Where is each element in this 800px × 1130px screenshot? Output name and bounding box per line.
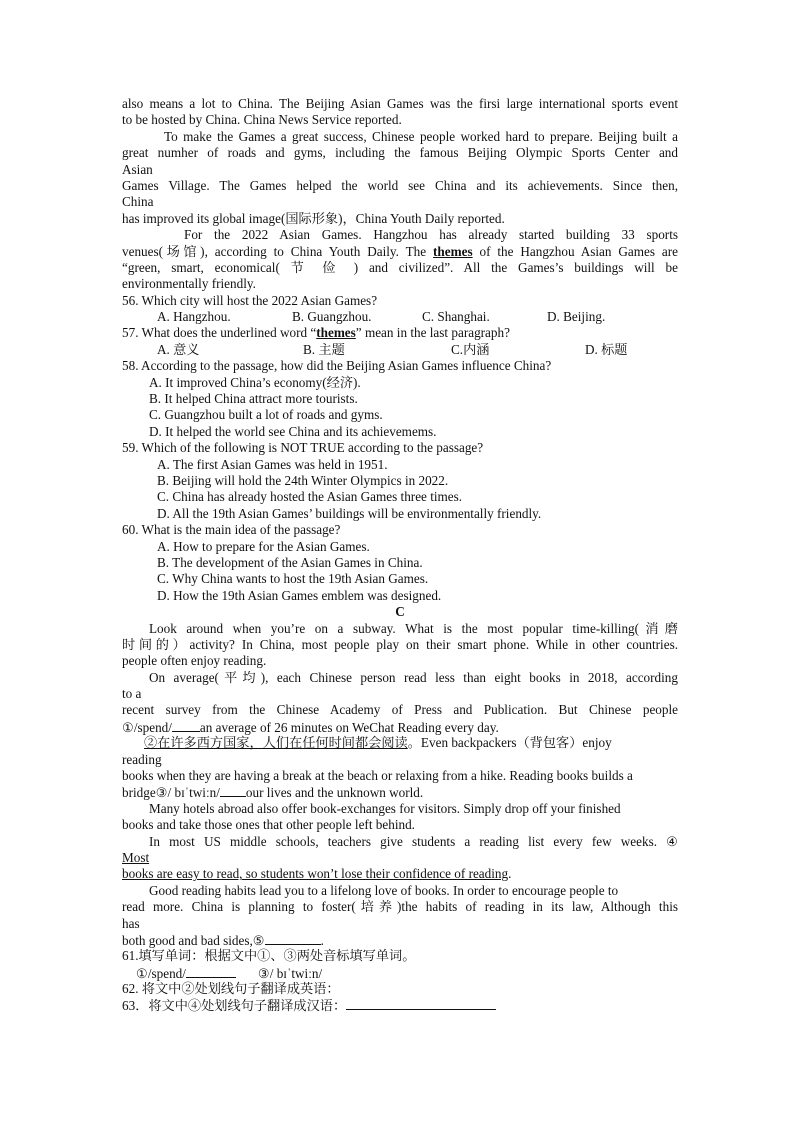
option-c: C.内涵	[451, 341, 490, 357]
option-a: A. Hangzhou.	[157, 309, 231, 325]
blank-3[interactable]	[220, 784, 246, 797]
passage-line: also means a lot to China. The Beijing Asian Games was the firsi large international sports event	[122, 96, 678, 111]
passage-line: environmentally friendly.	[122, 276, 256, 292]
passage-line: to a	[122, 686, 142, 702]
passage-line	[122, 719, 678, 735]
phonetic-1: ①/spend/	[136, 965, 186, 981]
option-d: D. All the 19th Asian Games’ buildings will be environmentally friendly.	[157, 505, 542, 521]
text-span: 63．将文中④处划线句子翻译成汉语：	[122, 998, 347, 1014]
text-span: of the Hangzhou Asian Games are	[472, 243, 678, 259]
passage-line: reading	[122, 751, 162, 767]
option-b: B. 主题	[303, 341, 345, 357]
underlined-word-themes: themes	[316, 325, 356, 341]
underlined-sentence-4a: Most	[122, 849, 150, 865]
option-a: A. How to prepare for the Asian Games.	[157, 538, 370, 554]
passage-line: China	[122, 194, 154, 210]
passage-line: books and take those ones that other people left behind.	[122, 817, 415, 833]
option-c: C. China has already hosted the Asian Games three times.	[157, 489, 463, 505]
question-57	[122, 325, 678, 341]
exam-page	[122, 96, 678, 1014]
passage-line: books when they are having a break at the beach or relaxing from a hike. Reading books builds a	[122, 768, 633, 784]
text-span: our lives and the unknown world.	[245, 785, 424, 801]
question-58: 58. According to the passage, how did the Beijing Asian Games influence China?	[122, 358, 552, 374]
underlined-sentence-2: ②在许多西方国家，人们在任何时间都会阅读	[144, 735, 408, 751]
question-60: 60. What is the main idea of the passage?	[122, 522, 341, 538]
option-d: D. It helped the world see China and its achievemems.	[149, 423, 437, 439]
task-61: 61.填写单词：根据文中①、③两处音标填写单词。	[122, 948, 416, 964]
passage-line	[122, 932, 678, 948]
passage-line: people often enjoy reading.	[122, 653, 267, 669]
question-59: 59. Which of the following is NOT TRUE according to the passage?	[122, 440, 484, 456]
passage-line: Games Village. The Games helped the world see China and its achievements. Since then,	[122, 177, 678, 193]
options-57	[122, 342, 678, 358]
passage-line: recent survey from the Chinese Academy of Press and Publication. But Chinese people	[122, 702, 678, 718]
task-62: 62. 将文中②处划线句子翻译成英语：	[122, 981, 340, 997]
passage-line	[122, 850, 678, 866]
blank-1[interactable]	[172, 719, 200, 732]
passage-line	[122, 244, 678, 260]
option-d: D. 标题	[585, 341, 628, 357]
task-63	[122, 997, 678, 1013]
passage-line: has improved its global image(国际形象)，China Youth Daily reported.	[122, 210, 505, 226]
text-span: ” mean in the last paragraph?	[355, 325, 510, 341]
passage-line: On average(平均), each Chinese person read less than eight books in 2018, according	[149, 669, 678, 685]
option-d: D. Beijing.	[547, 309, 606, 325]
question-56: 56. Which city will host the 2022 Asian Games?	[122, 292, 378, 308]
passage-line	[122, 784, 678, 800]
option-a: A. 意义	[157, 341, 200, 357]
passage-line	[122, 735, 678, 751]
text-span: both good and bad sides,⑤	[122, 932, 265, 948]
passage-line: Look around when you’re on a subway. What is the most popular time-killing(消磨	[149, 620, 678, 636]
option-b: B. Guangzhou.	[292, 309, 372, 325]
underlined-word-themes: themes	[433, 243, 473, 259]
passage-line: read more. China is planning to foster(培养)the habits of reading in its law, Although this	[122, 899, 678, 915]
phonetic-1: ①/spend/	[122, 719, 172, 735]
passage-line: In most US middle schools, teachers give students a reading list every few weeks. ④	[149, 833, 678, 849]
option-c: C. Guangzhou built a lot of roads and gyms.	[149, 407, 383, 423]
passage-line: has	[122, 915, 140, 931]
option-c: C. Shanghai.	[422, 309, 490, 325]
answer-blank-1[interactable]	[186, 965, 236, 978]
passage-line: For the 2022 Asian Games. Hangzhou has already started building 33 sports	[184, 227, 678, 243]
options-56	[122, 309, 678, 325]
text-span: .	[508, 866, 512, 882]
passage-line: Asian	[122, 161, 153, 177]
text-span: venues(场馆), according to China Youth Daily. The	[122, 243, 434, 259]
option-b: B. It helped China attract more tourists.	[149, 391, 358, 407]
option-c: C. Why China wants to host the 19th Asian Games.	[157, 571, 429, 587]
option-a: A. It improved China’s economy(经济).	[149, 374, 361, 390]
option-d: D. How the 19th Asian Games emblem was designed.	[157, 587, 442, 603]
passage-line: “green, smart, economical( 节 俭 ) and civilized”. All the Games’s buildings will be	[122, 259, 678, 275]
option-a: A. The first Asian Games was held in 1951.	[157, 456, 388, 472]
text-span: an average of 26 minutes on WeChat Reading every day.	[199, 719, 499, 735]
passage-line: Good reading habits lead you to a lifelong love of books. In order to encourage people to	[149, 882, 619, 898]
answer-blank-63[interactable]	[346, 997, 496, 1010]
option-b: B. The development of the Asian Games in China.	[157, 554, 423, 570]
passage-line: 时间的）activity? In China, most people play on their smart phone. While in other countries.	[122, 636, 678, 652]
text-span: 。Even backpackers（背包客）enjoy	[407, 735, 612, 751]
passage-line: to be hosted by China. China News Service reported.	[122, 112, 402, 128]
text-span: .	[320, 932, 324, 948]
phonetic-3: ③/ bɪˈtwiːn/	[257, 965, 323, 981]
passage-line: To make the Games a great success, Chinese people worked hard to prepare. Beijing built a	[164, 128, 678, 144]
passage-line: Many hotels abroad also offer book-exchanges for visitors. Simply drop off your finished	[149, 800, 621, 816]
passage-line: great numher of roads and gyms, including the famous Beijing Olympic Sports Center and	[122, 145, 678, 161]
phonetic-3: bridge③/ bɪˈtwiːn/	[122, 785, 220, 801]
text-span: 57. What does the underlined word “	[122, 325, 317, 341]
section-heading-c: C	[395, 604, 405, 620]
option-b: B. Beijing will hold the 24th Winter Olympics in 2022.	[157, 472, 449, 488]
underlined-sentence-4b: books are easy to read, so students won’t lose their confidence of reading	[122, 866, 509, 882]
blank-5[interactable]	[265, 932, 321, 945]
passage-line	[122, 866, 678, 882]
task-61-answers	[122, 965, 678, 981]
